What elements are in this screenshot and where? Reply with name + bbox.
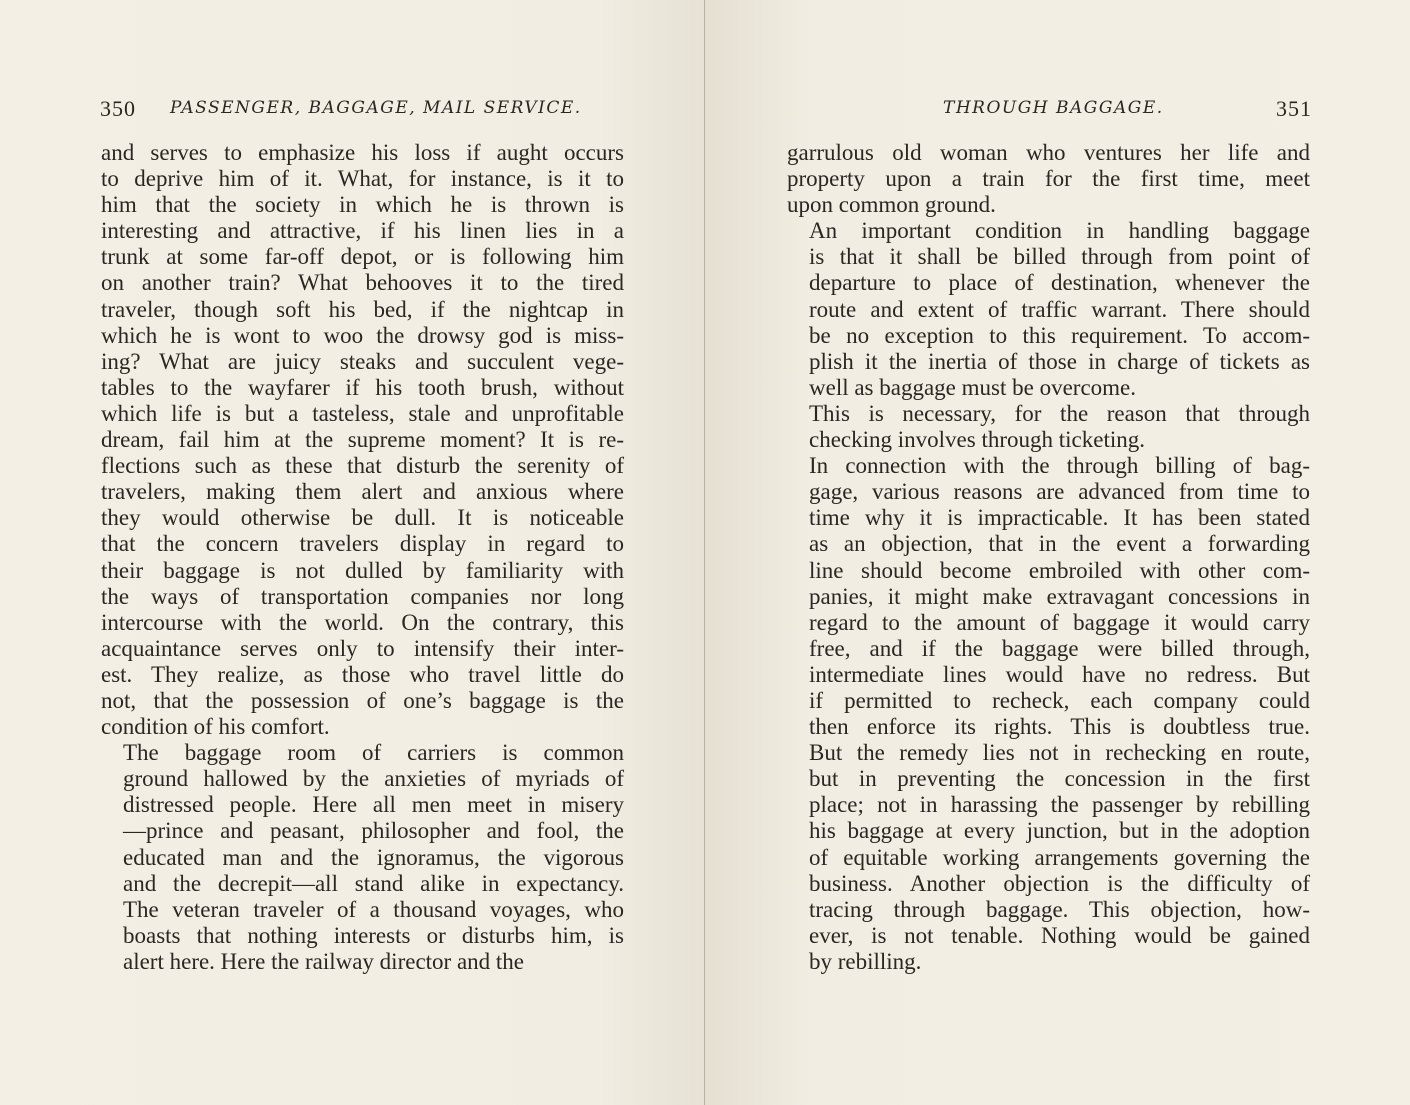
text-line: dream, fail him at the supreme moment? It is re-: [101, 427, 624, 453]
text-line: but in preventing the concession in the first: [809, 766, 1310, 792]
text-line: line should become embroiled with other com-: [809, 557, 1310, 583]
text-line: boasts that nothing interests or disturbs him, is: [123, 922, 624, 948]
paragraph: [787, 140, 1310, 218]
text-line: acquaintance serves only to intensify their inter-: [101, 635, 624, 661]
text-line: The baggage room of carriers is common: [123, 740, 624, 766]
text-line: ing? What are juicy steaks and succulent vege-: [101, 348, 624, 374]
text-line: which life is but a tasteless, stale and unprofitable: [101, 400, 624, 426]
text-line: is that it shall be billed through from point of: [809, 244, 1310, 270]
text-line: the ways of transportation companies nor long: [101, 583, 624, 609]
text-line: then enforce its rights. This is doubtless true.: [809, 714, 1310, 740]
text-line: free, and if the baggage were billed through,: [809, 635, 1310, 661]
paragraph: [787, 453, 1310, 975]
text-line: and serves to emphasize his loss if aught occurs: [101, 140, 624, 165]
text-line: which he is wont to woo the drowsy god is miss-: [101, 322, 624, 348]
text-line: In connection with the through billing of bag-: [809, 453, 1310, 479]
text-line: alert here. Here the railway director and the: [123, 948, 525, 974]
text-line: ever, is not tenable. Nothing would be gained: [809, 922, 1310, 948]
text-line: place; not in harassing the passenger by rebilling: [809, 792, 1310, 818]
text-line: his baggage at every junction, but in the adoption: [809, 818, 1310, 844]
text-line: flections such as these that disturb the serenity of: [101, 453, 624, 479]
left-page-header: [100, 96, 625, 124]
text-line: checking involves through ticketing.: [809, 427, 1145, 453]
text-line: to deprive him of it. What, for instance, is it to: [101, 166, 624, 192]
text-line: —prince and peasant, philosopher and fool, the: [123, 818, 624, 844]
text-line: time why it is impracticable. It has been stated: [809, 505, 1310, 531]
text-line: intermediate lines would have no redress. But: [809, 661, 1310, 687]
text-line: est. They realize, as those who travel little do: [101, 661, 624, 687]
text-line: condition of his comfort.: [101, 714, 330, 740]
text-line: if permitted to recheck, each company could: [809, 687, 1310, 713]
text-line: as an objection, that in the event a forwarding: [809, 531, 1310, 557]
right-page: [705, 0, 1410, 1105]
paragraph: [787, 401, 1310, 453]
text-line: But the remedy lies not in rechecking en route,: [809, 740, 1310, 766]
text-line: business. Another objection is the difficulty of: [809, 870, 1310, 896]
text-line: traveler, though soft his bed, if the nightcap in: [101, 296, 624, 322]
paragraph: [787, 218, 1310, 401]
text-line: on another train? What behooves it to the tired: [101, 270, 624, 296]
running-title: PASSENGER, BAGGAGE, MAIL SERVICE.: [170, 98, 582, 118]
text-line: ground hallowed by the anxieties of myriads of: [123, 766, 624, 792]
text-line: panies, it might make extravagant concessions in: [809, 583, 1310, 609]
text-line: An important condition in handling baggage: [809, 218, 1310, 244]
text-line: be no exception to this requirement. To accom-: [809, 322, 1310, 348]
text-line: by rebilling.: [809, 948, 922, 974]
text-line: property upon a train for the first time, meet: [787, 166, 1310, 192]
text-line: and the decrepit—all stand alike in expectancy.: [123, 870, 624, 896]
text-line: him that the society in which he is thrown is: [101, 192, 624, 218]
text-line: The veteran traveler of a thousand voyages, who: [123, 896, 624, 922]
text-line: trunk at some far-off depot, or is following him: [101, 244, 624, 270]
text-line: departure to place of destination, whenever the: [809, 270, 1310, 296]
text-line: route and extent of traffic warrant. There should: [809, 296, 1310, 322]
right-page-body: [787, 140, 1310, 975]
text-line: tracing through baggage. This objection, how-: [809, 896, 1310, 922]
paragraph: [101, 140, 624, 740]
text-line: intercourse with the world. On the contrary, this: [101, 609, 624, 635]
right-page-header: [785, 96, 1310, 124]
text-line: regard to the amount of baggage it would carry: [809, 609, 1310, 635]
text-line: tables to the wayfarer if his tooth brush, without: [101, 374, 624, 400]
paragraph: [101, 740, 624, 975]
text-line: garrulous old woman who ventures her life and: [787, 140, 1310, 165]
text-line: upon common ground.: [787, 192, 996, 218]
text-line: that the concern travelers display in regard to: [101, 531, 624, 557]
text-line: travelers, making them alert and anxious where: [101, 479, 624, 505]
left-page-body: [101, 140, 624, 975]
text-line: their baggage is not dulled by familiarity with: [101, 557, 624, 583]
text-line: interesting and attractive, if his linen lies in a: [101, 218, 624, 244]
text-line: This is necessary, for the reason that through: [809, 400, 1310, 426]
text-line: not, that the possession of one’s baggage is the: [101, 687, 624, 713]
text-line: educated man and the ignoramus, the vigorous: [123, 844, 624, 870]
text-line: gage, various reasons are advanced from time to: [809, 479, 1310, 505]
page-number: 350: [100, 96, 136, 121]
running-title: THROUGH BAGGAGE.: [943, 98, 1164, 118]
text-line: distressed people. Here all men meet in misery: [123, 792, 624, 818]
text-line: of equitable working arrangements governing the: [809, 844, 1310, 870]
text-line: they would otherwise be dull. It is noticeable: [101, 505, 624, 531]
text-line: plish it the inertia of those in charge of tickets as: [809, 348, 1310, 374]
text-line: well as baggage must be overcome.: [809, 374, 1136, 400]
page-number: 351: [1276, 96, 1312, 121]
